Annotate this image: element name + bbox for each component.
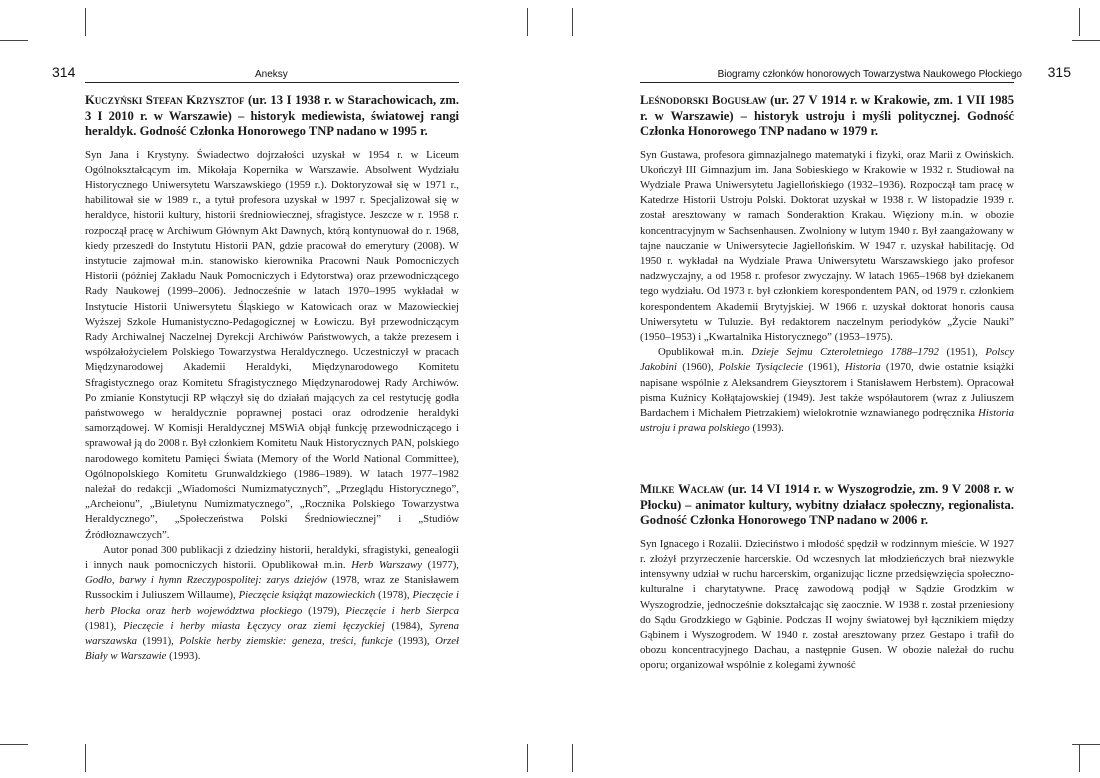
- entry-heading: [640, 482, 1014, 529]
- book-title: Godło, barwy i hymn Rzeczypospolitej: zarys dziejów: [85, 574, 327, 587]
- crop-mark: [85, 8, 86, 36]
- text-run: (1993),: [392, 635, 436, 647]
- crop-mark: [527, 744, 528, 772]
- text-run: (1993).: [749, 422, 784, 435]
- text-run: (1984),: [384, 619, 430, 632]
- entry-heading: [85, 93, 459, 140]
- entry-separator: [640, 436, 1014, 472]
- book-title: Polskie herby ziemskie: geneza, treści, funkcje: [179, 635, 393, 647]
- book-title: Historia ustroju i prawa polskiego: [640, 406, 1014, 435]
- book-title: Dzieje Sejmu Czteroletniego 1788–1792: [751, 346, 939, 359]
- entry-paragraph-publications: [85, 543, 459, 665]
- crop-mark: [527, 8, 528, 36]
- text-run: (1961),: [803, 361, 845, 374]
- book-title: Polskie Tysiąclecie: [718, 361, 804, 374]
- crop-mark: [572, 8, 573, 36]
- crop-mark: [0, 744, 28, 745]
- text-run: (1981),: [85, 619, 124, 632]
- text-run: Autor ponad 300 publikacji z dziedziny historii, heraldyki, sfragistyki, genealogii i innych nauk pomocniczych historii. Opublikował m.in.: [85, 543, 459, 571]
- page-header: [640, 64, 1071, 83]
- entry-name: Leśnodorski Bogusław: [640, 93, 767, 107]
- crop-mark: [1072, 40, 1100, 41]
- book-title: Pieczęcie książąt mazowieckich: [238, 589, 376, 602]
- entry-paragraph: Syn Gustawa, profesora gimnazjalnego matematyki i fizyki, oraz Marii z Owińskich. Ukończył III Gimnazjum im. Jana Sobieskiego w Krakowie w 1932 r. Studiował na Wydziale Prawa Uniwersytetu Jagiellońskiego (1932–1936). Rozpoczął tam pracę w Katedrze Historii Ustroju Polski. Doktorat uzyskał w 1938 r. W listopadzie 1939 r. został aresztowany w ramach Sonderaktion Krakau. Więziony m.in. w obozie koncentracyjnym w Sachsenhausen. Zwolniony w lutym 1940 r. Był zaangażowany w tajne nauczanie w Uniwersytecie Jagiellońskim. W 1947 r. uzyskał habilitację. Od 1950 r. wykładał na Wydziale Prawa Uniwersytetu Warszawskiego jako profesor nadzwyczajny, a od 1958 r. profesor zwyczajny. W latach 1965–1968 był dziekanem tego wydziału. Od 1973 r. był członkiem korespondentem PAN, od 1979 r. członkiem korespondentem Akademii Brytyjskiej. W 1966 r. uzyskał doktorat honoris causa Uniwersytetu w Tuluzie. Był redaktorem naczelnym periodyków „Życie Nauki” (1950–1953) i „Kwartalnika Historycznego” (1953–1975).: [640, 148, 1014, 343]
- entry-name: Milke Wacław: [640, 482, 725, 497]
- book-title: Polscy Jakobini: [640, 346, 1014, 374]
- book-title: Pieczęcie i herby miasta Łęczycy oraz ziemi łęczyckiej: [123, 619, 385, 632]
- crop-mark: [1079, 744, 1080, 772]
- book-title: Pieczęcie i herb Płocka oraz herb województwa płockiego: [85, 589, 459, 617]
- text-run: (1979),: [302, 604, 346, 617]
- entry-name: Kuczyński Stefan Krzysztof: [85, 93, 245, 107]
- page-number: 314: [52, 64, 76, 80]
- text-run: (1978, wraz ze Stanisławem Russockim i Juliuszem Willaume),: [85, 574, 460, 602]
- book-title: Pieczęcie i herb Sierpca: [345, 604, 459, 617]
- crop-mark: [1072, 744, 1100, 745]
- text-run: Opublikował m.in.: [658, 346, 752, 359]
- text-run: (1993).: [166, 650, 201, 663]
- text-run: (1978),: [375, 589, 413, 602]
- text-run: (1991),: [136, 635, 180, 647]
- text-run: (1977),: [422, 558, 459, 571]
- book-title: Herb Warszawy: [351, 558, 423, 571]
- right-page: [640, 64, 1071, 674]
- entry-paragraph-publications: [640, 345, 1014, 436]
- page-number: 315: [1047, 64, 1071, 80]
- entry-heading-text: (ur. 13 I 1938 r. w Starachowicach, zm. 3 I 2010 r. w Warszawie) – historyk mediewista, światowej rangi heraldyk. Godność Członka Honorowego TNP nadano w 1995 r.: [85, 93, 459, 138]
- crop-mark: [0, 40, 28, 41]
- entry-heading: [640, 93, 1014, 140]
- entry-paragraph: Syn Jana i Krystyny. Świadectwo dojrzałości uzyskał w 1954 r. w Liceum Ogólnokształcącym im. Mikołaja Kopernika w Warszawie. Absolwent Wydziału Historycznego Uniwersytetu Warszawskiego (1959 r.). Doktoryzował się w 1971 r., habilitował sie w 1989 r., a tytuł profesora uzyskał w 1997 r. Specjalizował się w heraldyce, historii kultury, historii średniowiecznej, sfragistyce. Jeszcze w r. 1958 r. rozpoczął pracę w Archiwum Głównym Akt Dawnych, którą kontynuował do r. 1968, kiedy przeszedł do Instytutu Historii PAN, gdzie pracował do emerytury (2008). W instytucie zajmował m.in. stanowisko kierownika Pracowni Nauk Pomocniczych Historii (później Zakładu Nauk Pomocniczych i Edytorstwa) oraz przewodniczącego Rady Naukowej (1999–2006). Jednocześnie w latach 1970–1995 wykładał w Instytucie Historii Uniwersytetu Śląskiego w Katowicach oraz w Mazowieckiej Wyższej Szkole Humanistyczno-Pedagogicznej w Łowiczu. Był przewodniczącym Rady Archiwalnej Naczelnej Dyrekcji Archiwów Państwowych, a także prezesem i współzałożycielem Polskiego Towarzystwa Heraldycznego. Uczestniczył w pracach Międzynarodowej Akademii Heraldyki, Międzynarodowego Komitetu Sfragistycznego oraz Komitetu Sfragistycznego Międzynarodowej Rady Archiwów. Po zmianie Konstytucji RP włączył się do działań mających za cel restytucję godła państwowego w heraldycznie poprawnej postaci oraz odrodzenie heraldyki samorządowej. W Komisji Heraldycznej MSWiA objął funkcję przewodniczącego i sprawował ją do 2008 r. Był członkiem Komitetu Nauk Historycznych PAN, polskiego narodowego komitetu Pamięci Świata (Memory of the World National Committee), Ogólnopolskiego Komitetu Grunwaldzkiego (1986–1989). W latach 1977–1982 należał do redakcji „Wiadomości Numizmatycznych”, „Przeglądu Historycznego”, „Archeionu”, „Biuletynu Numizmatycznego”, „Rocznika Polskiego Towarzystwa Heraldycznego”, „Społeczeństwa Polski Średniowiecznej” i „Studiów Źródłoznawczych”.: [85, 148, 459, 541]
- running-head: Aneksy: [255, 69, 288, 80]
- book-title: Syrena warszawska: [85, 619, 459, 647]
- text-run: (1951),: [938, 346, 986, 359]
- running-head: Biogramy członków honorowych Towarzystwa Naukowego Płockiego: [717, 69, 1022, 80]
- entry-heading-text: (ur. 27 V 1914 r. w Krakowie, zm. 1 VII 1985 r. w Warszawie) – historyk ustroju i myśli politycznej. Godność Członka Honorowego TNP nadano w 1979 r.: [640, 93, 1014, 138]
- page-header: [52, 64, 459, 83]
- crop-mark: [85, 744, 86, 772]
- entry-paragraph: Syn Ignacego i Rozalii. Dzieciństwo i młodość spędził w rodzinnym mieście. W 1927 r. złożył przyrzeczenie harcerskie. Od wczesnych lat młodzieńczych brał niezwykle intensywny udział w ruchu harcerskim, organizując liczne przedsięwzięcia społeczno-kulturalne i charytatywne. Pracę zawodową podjął w Sądzie Grodzkim w Wyszogrodzie, jednocześnie dokształcając się zaocznie. W 1938 r. został przeniesiony do Sądu Grodzkiego w Gąbinie. Podczas II wojny światowej był łącznikiem między Gąbinem i Wyszogrodem. W 1940 r. został aresztowany przez Gestapo i trafił do obozu koncentracyjnego Dachau, a następnie Gusen. W obozie należał do ruchu oporu; organizował wspólnie z kolegami żywność: [640, 537, 1014, 672]
- book-title: Orzeł Biały w Warszawie: [85, 635, 459, 663]
- text-run: (1970, dwie ostatnie książki napisane wspólnie z Aleksandrem Gieysztorem i Stanisławem Herbstem). Opracował pisma Kuźnicy Kołłątajowskiej (1949). Jest także współautorem (wraz z Juliuszem Bardachem i Michałem Pietrzakiem) wielokrotnie wznawianego podręcznika: [640, 361, 1014, 419]
- book-title: Historia: [844, 361, 881, 374]
- crop-mark: [572, 744, 573, 772]
- crop-mark: [1079, 8, 1080, 36]
- entry-heading-text: (ur. 14 VI 1914 r. w Wyszogrodzie, zm. 9 V 2008 r. w Płocku) – animator kultury, wybitny działacz społeczny, regionalista. Godność Członka Honorowego TNP nadano w 2006 r.: [640, 482, 1014, 528]
- left-page: [52, 64, 460, 664]
- text-run: (1960),: [677, 361, 719, 374]
